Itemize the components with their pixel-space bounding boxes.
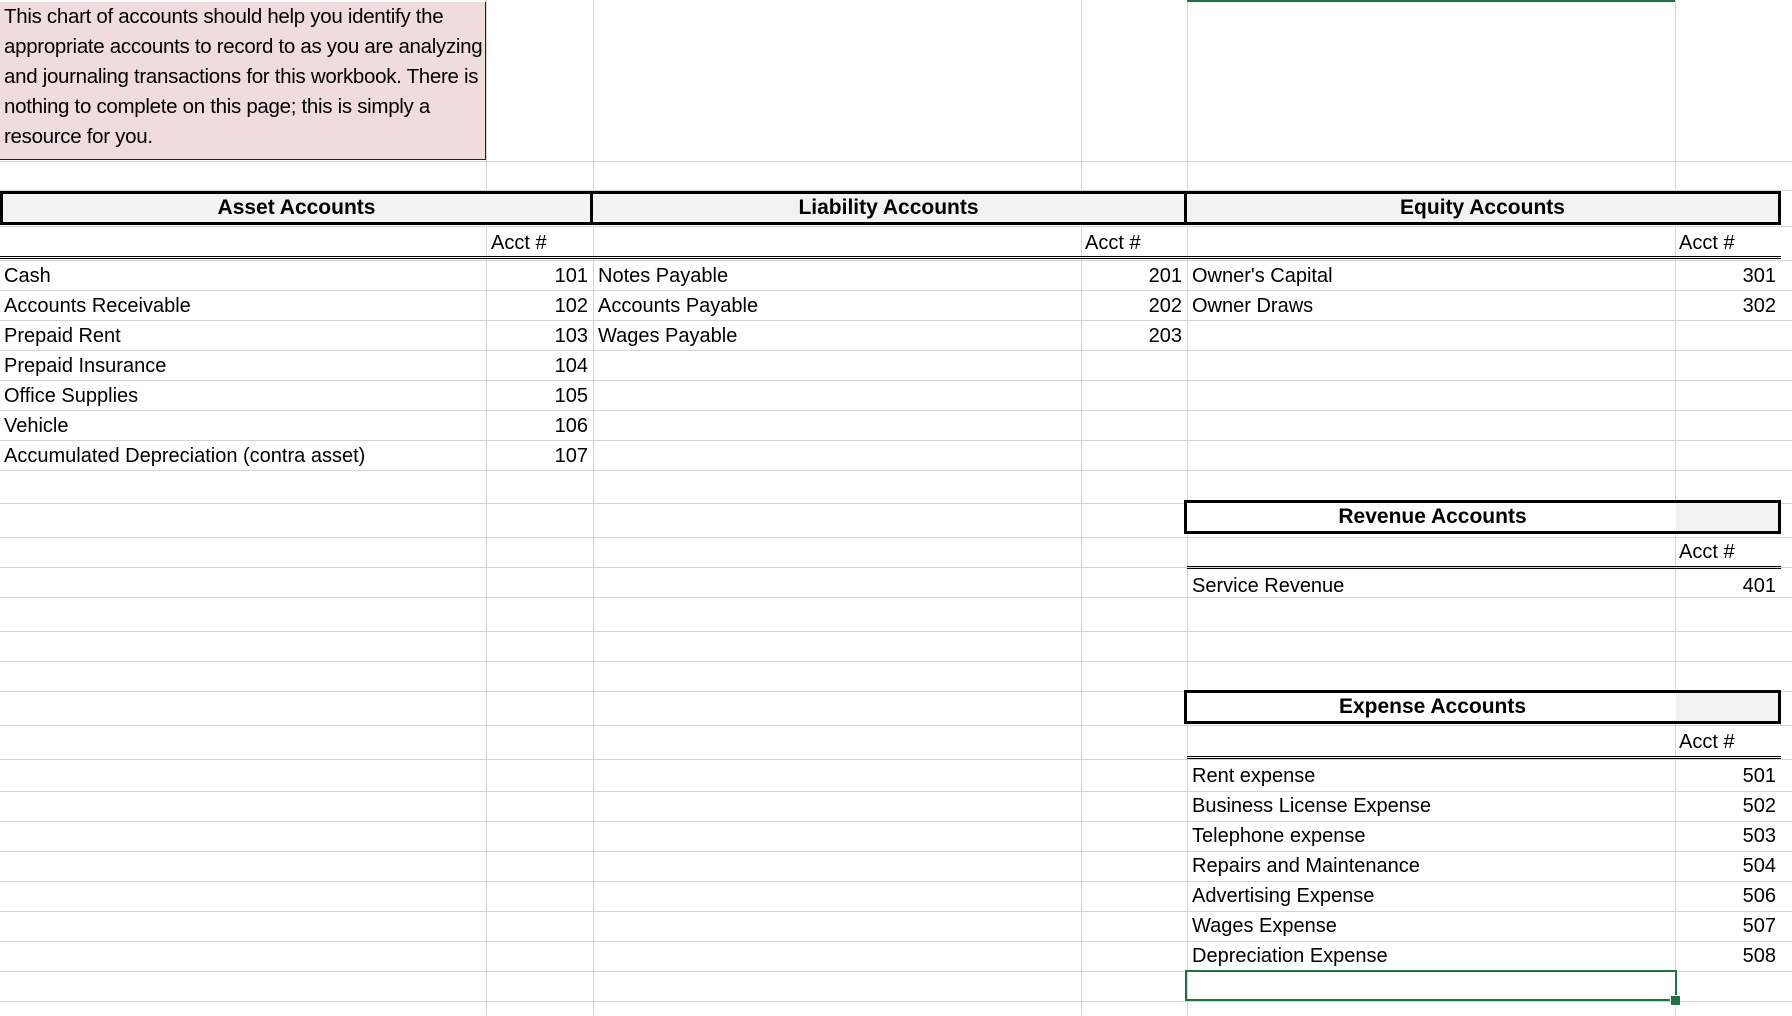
gridline: [0, 661, 1792, 662]
gridline: [0, 260, 1792, 261]
expense-account-name[interactable]: Business License Expense: [1192, 795, 1432, 817]
gridline: [0, 350, 1792, 351]
asset-acct-label: Acct #: [491, 232, 547, 254]
revenue-accounts-header: Revenue Accounts: [1184, 500, 1681, 534]
equity-account-number[interactable]: 302: [1742, 295, 1776, 317]
liability-accounts-header: Liability Accounts: [590, 191, 1187, 225]
asset-account-name[interactable]: Office Supplies: [4, 385, 139, 407]
expense-account-number[interactable]: 507: [1742, 915, 1776, 937]
gridline: [0, 380, 1792, 381]
expense-account-number[interactable]: 503: [1742, 825, 1776, 847]
gridline: [1081, 0, 1082, 1016]
gridline: [0, 161, 1792, 162]
expense-accounts-header: Expense Accounts: [1184, 690, 1681, 724]
liability-account-number[interactable]: 202: [1148, 295, 1182, 317]
liability-account-name[interactable]: Notes Payable: [598, 265, 729, 287]
fill-handle[interactable]: [1670, 995, 1681, 1006]
equity-account-name[interactable]: Owner Draws: [1192, 295, 1314, 317]
double-underline: [1187, 566, 1781, 569]
gridline: [0, 410, 1792, 411]
expense-header-edge: [1675, 690, 1781, 724]
gridline: [0, 290, 1792, 291]
asset-account-number[interactable]: 102: [554, 295, 588, 317]
gridline: [0, 911, 1792, 912]
gridline: [0, 631, 1792, 632]
asset-account-name[interactable]: Vehicle: [4, 415, 69, 437]
equity-account-number[interactable]: 301: [1742, 265, 1776, 287]
expense-account-name[interactable]: Wages Expense: [1192, 915, 1337, 937]
expense-account-number[interactable]: 508: [1742, 945, 1776, 967]
expense-acct-label: Acct #: [1679, 731, 1735, 753]
double-underline: [1187, 756, 1781, 759]
gridline: [0, 821, 1792, 822]
gridline: [0, 851, 1792, 852]
gridline: [0, 759, 1792, 760]
asset-account-number[interactable]: 107: [554, 445, 588, 467]
asset-account-name[interactable]: Cash: [4, 265, 51, 287]
asset-account-number[interactable]: 106: [554, 415, 588, 437]
liability-account-number[interactable]: 203: [1148, 325, 1182, 347]
gridline: [593, 0, 594, 1016]
expense-account-number[interactable]: 502: [1742, 795, 1776, 817]
asset-account-number[interactable]: 105: [554, 385, 588, 407]
expense-account-name[interactable]: Repairs and Maintenance: [1192, 855, 1420, 877]
equity-accounts-header: Equity Accounts: [1184, 191, 1781, 225]
gridline: [0, 941, 1792, 942]
revenue-header-edge: [1675, 500, 1781, 534]
liability-account-number[interactable]: 201: [1148, 265, 1182, 287]
asset-account-name[interactable]: Accounts Receivable: [4, 295, 191, 317]
asset-account-name[interactable]: Accumulated Depreciation (contra asset): [4, 445, 366, 467]
expense-account-number[interactable]: 506: [1742, 885, 1776, 907]
equity-acct-label: Acct #: [1679, 232, 1735, 254]
revenue-account-name[interactable]: Service Revenue: [1192, 575, 1345, 597]
asset-accounts-header: Asset Accounts: [0, 191, 593, 225]
gridline: [0, 791, 1792, 792]
asset-account-number[interactable]: 104: [554, 355, 588, 377]
gridline: [0, 226, 1792, 227]
asset-account-name[interactable]: Prepaid Insurance: [4, 355, 167, 377]
gridline: [0, 597, 1792, 598]
gridline: [0, 537, 1792, 538]
double-underline: [0, 256, 1781, 259]
gridline: [0, 881, 1792, 882]
asset-account-number[interactable]: 101: [554, 265, 588, 287]
expense-account-name[interactable]: Telephone expense: [1192, 825, 1366, 847]
expense-account-number[interactable]: 504: [1742, 855, 1776, 877]
asset-account-name[interactable]: Prepaid Rent: [4, 325, 121, 347]
liability-account-name[interactable]: Accounts Payable: [598, 295, 759, 317]
revenue-account-number[interactable]: 401: [1742, 575, 1776, 597]
equity-account-name[interactable]: Owner's Capital: [1192, 265, 1333, 287]
expense-account-number[interactable]: 501: [1742, 765, 1776, 787]
expense-account-name[interactable]: Rent expense: [1192, 765, 1316, 787]
revenue-acct-label: Acct #: [1679, 541, 1735, 563]
gridline: [0, 320, 1792, 321]
asset-account-number[interactable]: 103: [554, 325, 588, 347]
expense-account-name[interactable]: Depreciation Expense: [1192, 945, 1388, 967]
liability-acct-label: Acct #: [1085, 232, 1141, 254]
liability-account-name[interactable]: Wages Payable: [598, 325, 738, 347]
column-selection-indicator: [1187, 0, 1675, 2]
expense-account-name[interactable]: Advertising Expense: [1192, 885, 1375, 907]
gridline: [0, 725, 1792, 726]
active-cell-selection[interactable]: [1185, 970, 1677, 1001]
gridline: [486, 0, 487, 1016]
gridline: [0, 1001, 1792, 1002]
instruction-note: This chart of accounts should help you identify the appropriate accounts to record to as you are analyzing and journaling transactions for this workbook. There is nothing to complete on this page; this is simply a resource for you.: [0, 2, 486, 160]
